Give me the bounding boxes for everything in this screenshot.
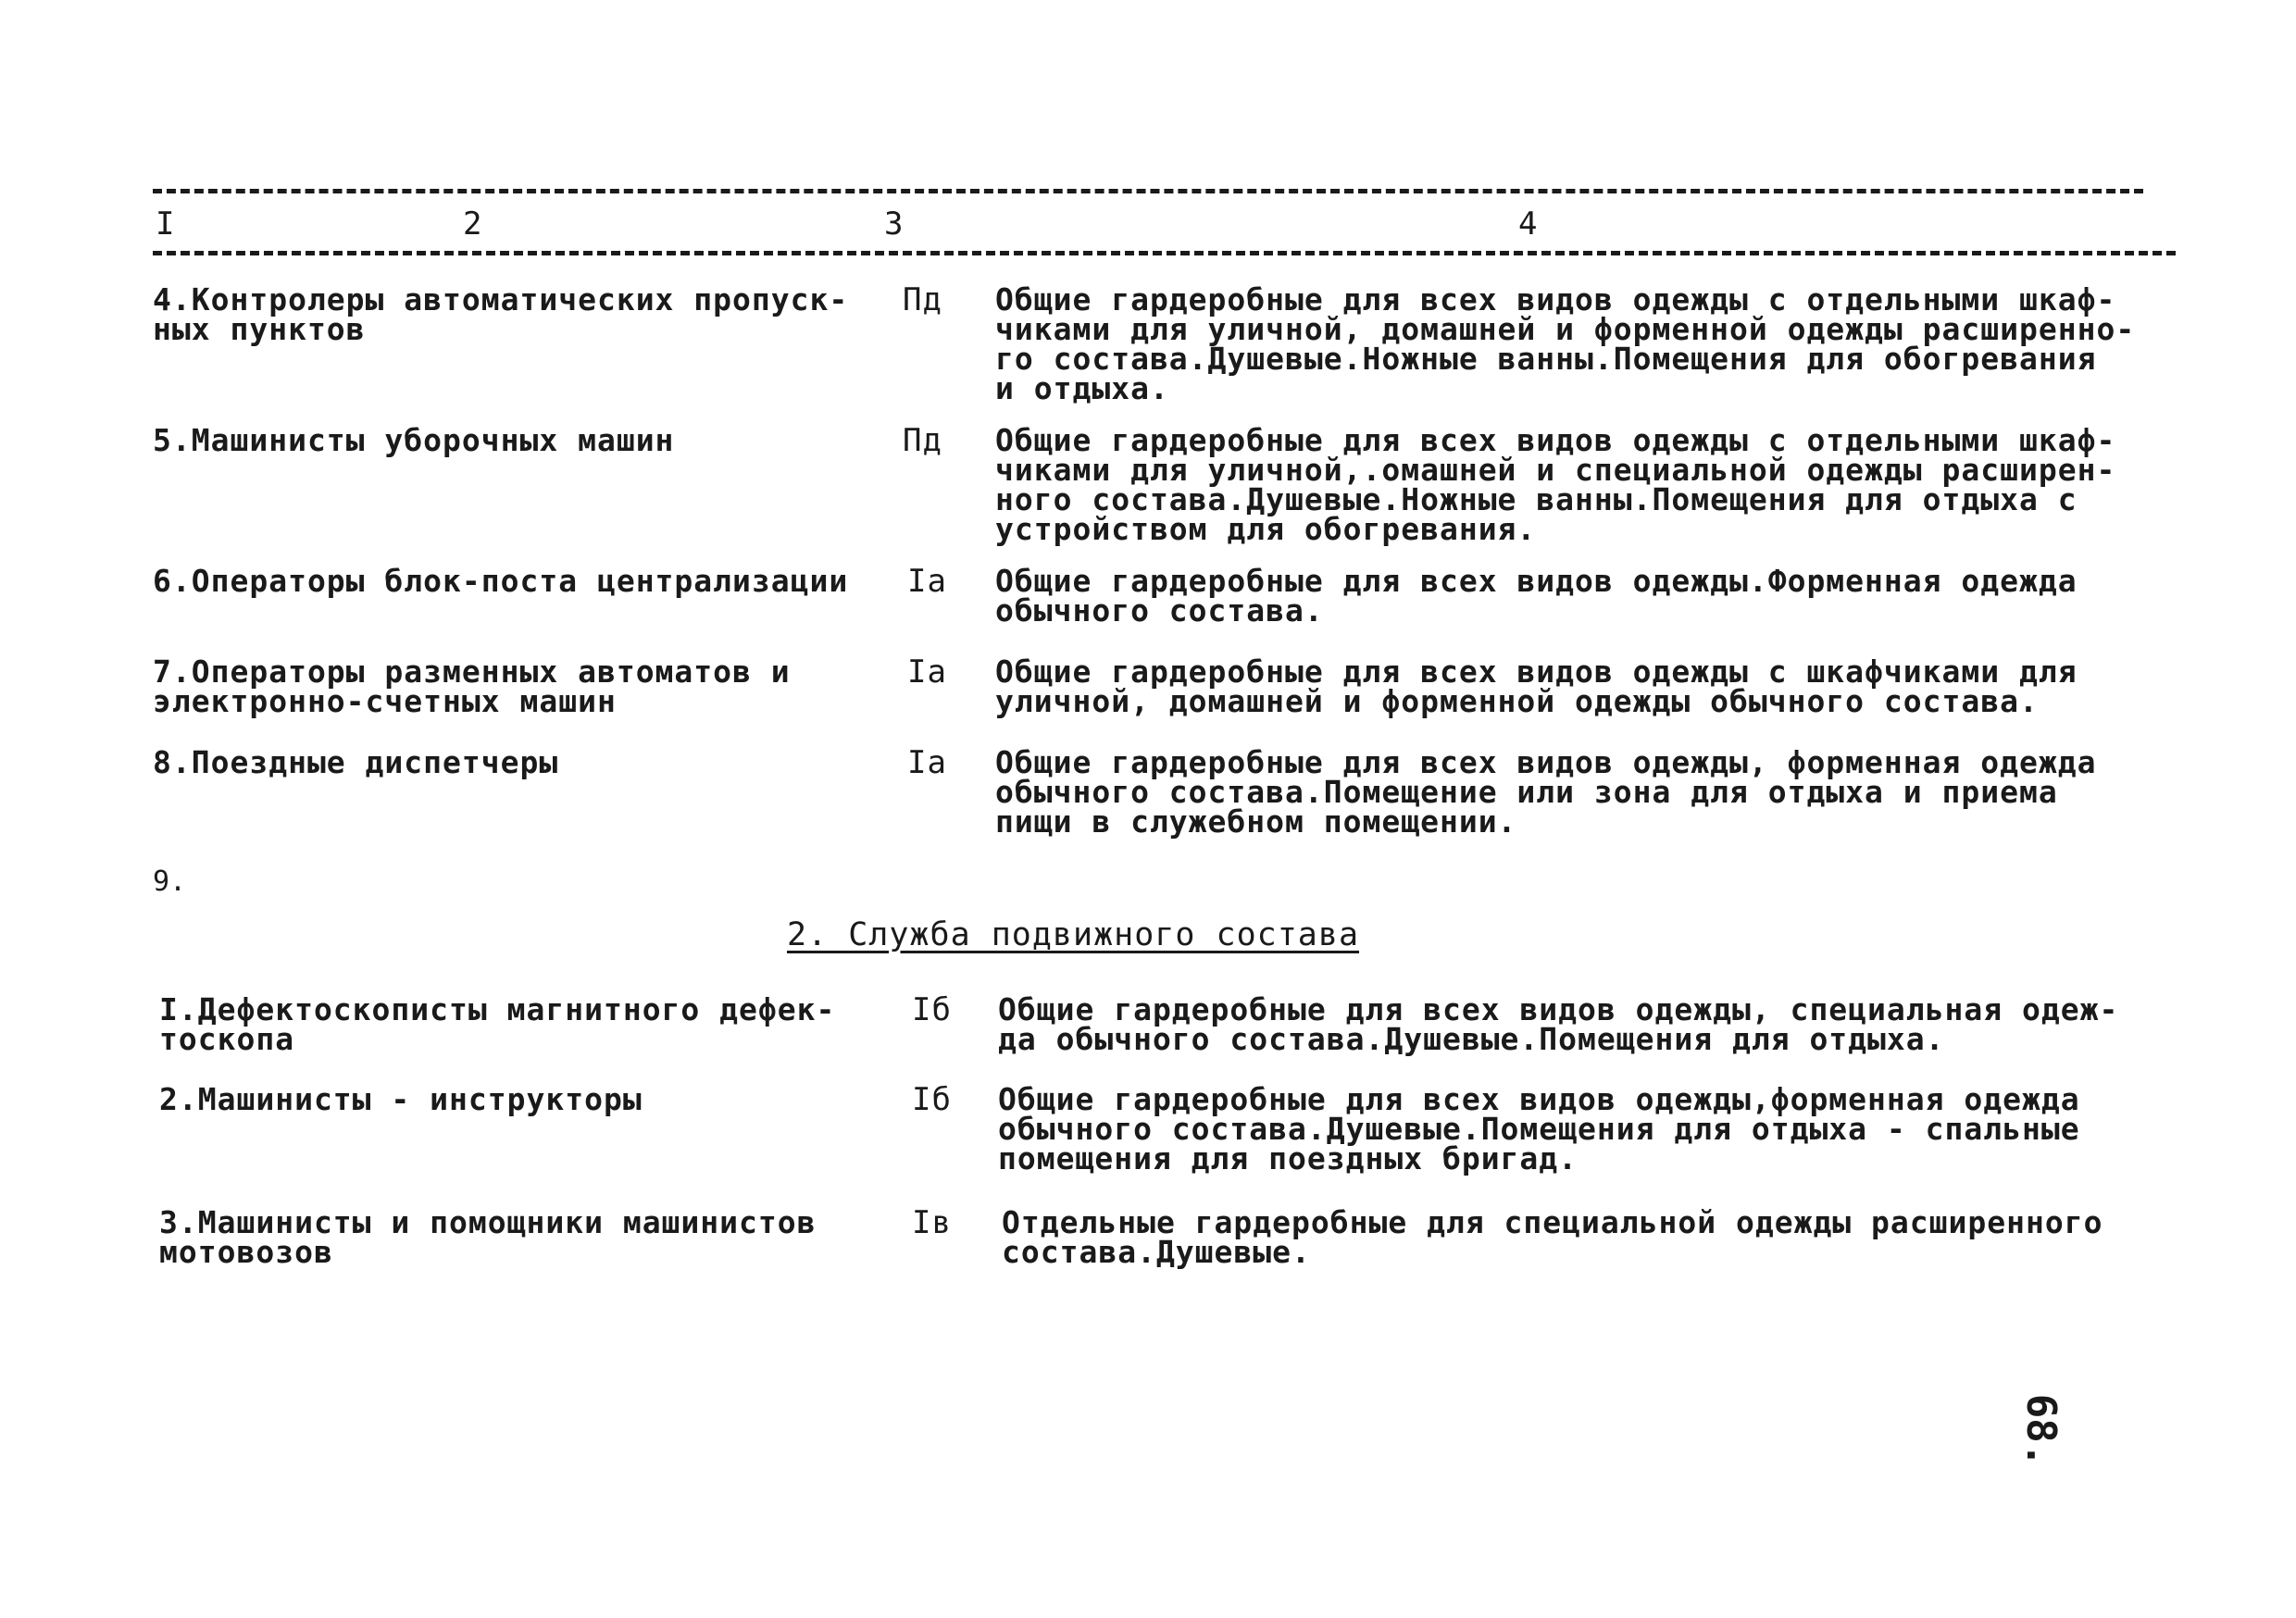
column-header-3: 3 xyxy=(884,205,904,243)
row-5-name: 5.Машинисты уборочных машин xyxy=(153,422,675,458)
table-header-rule xyxy=(153,251,2176,255)
row-8-code: Iа xyxy=(907,744,947,781)
section-title: 2. Служба подвижного состава xyxy=(787,916,1360,953)
stray-row-number: 9. xyxy=(153,865,187,898)
s2-row-1-desc: Общие гардеробные для всех видов одежды, специальная одеж- да обычного состава.Душевые.Помещения для отдыха. xyxy=(998,991,2119,1057)
s2-row-1-name: I.Дефектоскописты магнитного дефек- тоскопа xyxy=(159,991,836,1057)
row-4-code: Пд xyxy=(903,281,942,318)
row-7-code: Iа xyxy=(907,653,947,691)
column-header-4: 4 xyxy=(1518,205,1538,243)
row-6-code: Iа xyxy=(907,563,947,600)
row-7-desc: Общие гардеробные для всех видов одежды с шкафчиками для уличной, домашней и форменной одежды обычного состава. xyxy=(995,653,2078,719)
page-number: 68. xyxy=(2017,1393,2065,1468)
row-6-desc: Общие гардеробные для всех видов одежды.Форменная одежда обычного состава. xyxy=(995,563,2078,629)
row-4-name: 4.Контролеры автоматических пропуск- ных пунктов xyxy=(153,281,849,347)
row-6-name: 6.Операторы блок-поста централизации xyxy=(153,563,849,599)
column-header-1: I xyxy=(156,205,175,243)
row-5-desc: Общие гардеробные для всех видов одежды с отдельными шкаф- чиками для уличной,.омашней и специальной одежды расширен- ного состава.Душевые.Ножные ванны.Помещения для отдыха с устройством для обогревания. xyxy=(995,422,2116,547)
s2-row-2-name: 2.Машинисты - инструкторы xyxy=(159,1081,643,1117)
s2-row-3-desc: Отдельные гардеробные для специальной одежды расширенного состава.Душевые. xyxy=(1002,1204,2103,1270)
table-top-rule xyxy=(153,189,2143,193)
column-header-2: 2 xyxy=(463,205,482,243)
row-4-desc: Общие гардеробные для всех видов одежды с отдельными шкаф- чиками для уличной, домашней и форменной одежды расширенно- го состава.Душевые.Ножные ванны.Помещения для обогревания и отдыха. xyxy=(995,281,2136,406)
s2-row-2-code: Iб xyxy=(912,1081,952,1118)
s2-row-2-desc: Общие гардеробные для всех видов одежды,форменная одежда обычного состава.Душевые.Помещения для отдыха - спальные помещения для поездных бригад. xyxy=(998,1081,2080,1176)
row-8-desc: Общие гардеробные для всех видов одежды, форменная одежда обычного состава.Помещение или зона для отдыха и приема пищи в служебном помещении. xyxy=(995,744,2097,840)
row-8-name: 8.Поездные диспетчеры xyxy=(153,744,559,780)
row-5-code: Пд xyxy=(903,422,942,459)
s2-row-3-name: 3.Машинисты и помощники машинистов мотовозов xyxy=(159,1204,817,1270)
s2-row-3-code: Iв xyxy=(912,1204,952,1241)
s2-row-1-code: Iб xyxy=(912,991,952,1028)
row-7-name: 7.Операторы разменных автоматов и электронно-счетных машин xyxy=(153,653,791,719)
